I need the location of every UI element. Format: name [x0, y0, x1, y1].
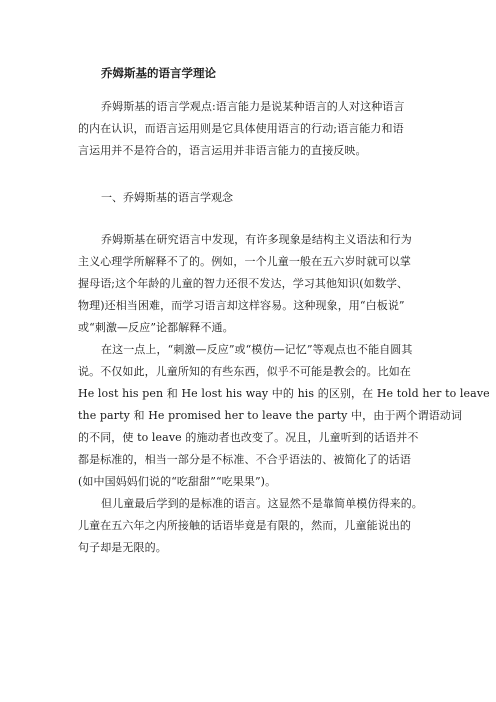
paragraph-line: 或“刺激—反应”论都解释不通。 — [78, 321, 234, 334]
paragraph-line: 的内在认识，而语言运用则是它具体使用语言的行动;语言能力和语 — [78, 122, 404, 135]
paragraph-line: 物理)还相当困难，而学习语言却这样容易。这种现象，用“白板说” — [78, 299, 405, 312]
paragraph-line: 说。不仅如此，儿童所知的有些东西，似乎不可能是教会的。比如在 — [78, 365, 411, 378]
paragraph-line: the party 和 He promised her to leave the party 中，由于两个谓语动词 — [78, 409, 463, 422]
paragraph-line: 但儿童最后学到的是标准的语言。这显然不是靠简单模仿得来的。 — [101, 497, 423, 510]
paragraph-line: 主义心理学所解释不了的。例如，一个儿童一般在五六岁时就可以掌 — [78, 255, 411, 268]
paragraph-line: (如中国妈妈们说的“吃甜甜”“吃果果”)。 — [78, 475, 277, 488]
document-title: 乔姆斯基的语言学理论 — [101, 66, 216, 80]
paragraph-line: 在这一点上，“刺激—反应”或“模仿—记忆”等观点也不能自圆其 — [101, 343, 413, 356]
paragraph-line: He lost his pen 和 He lost his way 中的 his 的区别，在 He told her to leave — [78, 387, 490, 400]
paragraph-line: 句子却是无限的。 — [78, 541, 167, 554]
paragraph-line: 乔姆斯基在研究语言中发现，有许多现象是结构主义语法和行为 — [101, 233, 412, 246]
paragraph-observations — [78, 229, 428, 339]
paragraph-line: 的不同，使 to leave 的施动者也改变了。况且，儿童听到的话语并不 — [78, 431, 419, 444]
paragraph-line: 握母语;这个年龄的儿童的智力还很不发达，学习其他知识(如数学、 — [78, 277, 409, 290]
paragraph-line: 儿童在五六年之内所接触的话语毕竟是有限的，然而，儿童能说出的 — [78, 519, 411, 532]
paragraph-examples — [78, 339, 490, 493]
paragraph-line: 都是标准的，相当一部分是不标准、不合乎语法的、被简化了的话语 — [78, 453, 411, 466]
paragraph-language-competence — [78, 96, 428, 162]
paragraph-line: 言运用并不是符合的，语言运用并非语言能力的直接反映。 — [78, 144, 367, 157]
paragraph-line: 乔姆斯基的语言学观点:语言能力是说某种语言的人对这种语言 — [101, 100, 405, 113]
section-heading: 一、乔姆斯基的语言学观念 — [101, 191, 233, 204]
paragraph-conclusion — [78, 493, 428, 559]
